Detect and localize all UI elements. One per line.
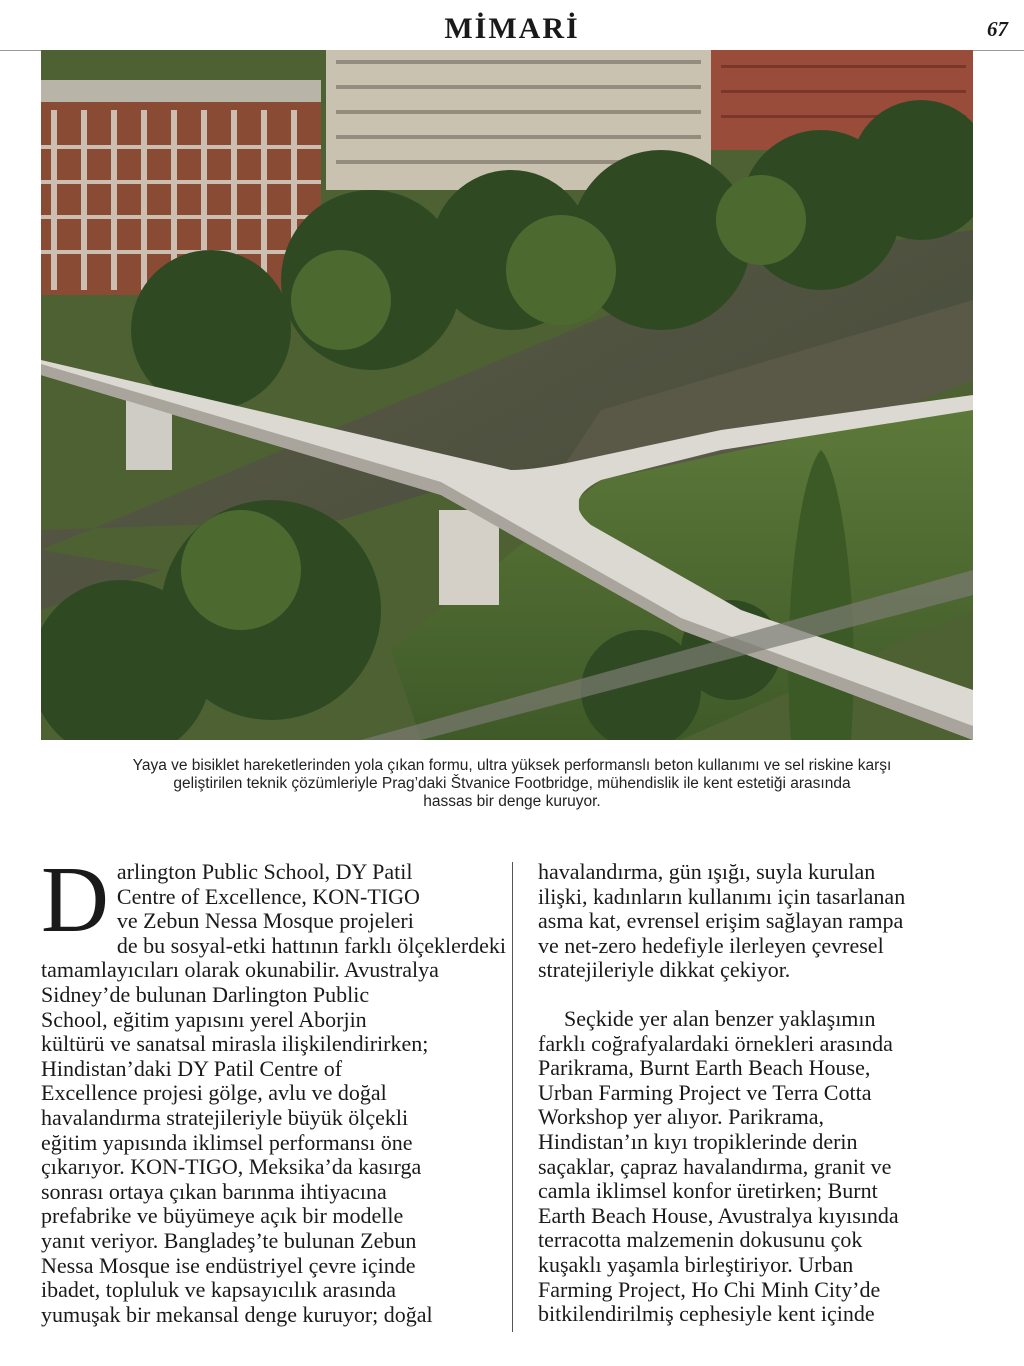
text-line: kuşaklı yaşamla birleştiriyor. Urban bbox=[538, 1251, 854, 1277]
photo-illustration bbox=[41, 50, 973, 740]
text-line: Centre of Excellence, KON-TIGO bbox=[116, 883, 420, 909]
drop-cap: D bbox=[41, 848, 109, 952]
text-line: terracotta malzemenin dokusunu çok bbox=[538, 1227, 863, 1253]
text-line: prefabrike ve büyümeye açık bir modelle bbox=[41, 1203, 404, 1229]
text-line: Workshop yer alıyor. Parikrama, bbox=[538, 1104, 824, 1130]
article-column-left bbox=[41, 848, 507, 1327]
text-line: Hindistan’ın kıyı tropiklerinde derin bbox=[538, 1128, 858, 1154]
text-line: stratejileriyle dikkat çekiyor. bbox=[538, 957, 791, 983]
text-line: Nessa Mosque ise endüstriyel çevre içinde bbox=[41, 1252, 416, 1278]
footbridge-photo bbox=[41, 50, 973, 740]
text-line: Hindistan’daki DY Patil Centre of bbox=[41, 1055, 343, 1081]
text-line: asma kat, evrensel erişim sağlayan rampa bbox=[538, 908, 904, 934]
photo-caption bbox=[50, 757, 974, 811]
text-line: sonrası ortaya çıkan barınma ihtiyacına bbox=[41, 1178, 387, 1204]
text-line: yumuşak bir mekansal denge kuruyor; doğal bbox=[41, 1301, 433, 1327]
page-number: 67 bbox=[987, 17, 1008, 41]
text-line: ve Zebun Nessa Mosque projeleri bbox=[116, 908, 414, 934]
text-line: Seçkide yer alan benzer yaklaşımın bbox=[564, 1005, 876, 1031]
text-line: camla iklimsel konfor üretirken; Burnt bbox=[538, 1178, 878, 1204]
text-line: Excellence projesi gölge, avlu ve doğal bbox=[41, 1080, 387, 1106]
column-divider bbox=[512, 862, 513, 1332]
text-line: arlington Public School, DY Patil bbox=[116, 859, 413, 884]
paragraph-gap bbox=[538, 983, 978, 1007]
text-line: Farming Project, Ho Chi Minh City’de bbox=[538, 1276, 881, 1302]
caption-line: geliştirilen teknik çözümleriyle Prag’daki Štvanice Footbridge, mühendislik ile kent estetiği arasında bbox=[173, 775, 851, 792]
text-line: farklı coğrafyalardaki örnekleri arasında bbox=[538, 1030, 893, 1056]
text-line: bitkilendirilmiş cephesiyle kent içinde bbox=[538, 1301, 875, 1327]
text-line: Parikrama, Burnt Earth Beach House, bbox=[538, 1055, 871, 1081]
text-line: yanıt veriyor. Bangladeş’te bulunan Zebun bbox=[41, 1227, 417, 1253]
caption-line: Yaya ve bisiklet hareketlerinden yola çıkan formu, ultra yüksek performanslı beton kullanımı ve sel riskine karşı bbox=[132, 757, 892, 774]
page-header bbox=[0, 0, 1024, 51]
text-line: havalandırma stratejileriyle büyük ölçekli bbox=[41, 1104, 409, 1130]
caption-line: hassas bir denge kuruyor. bbox=[423, 793, 601, 810]
section-title: MİMARİ bbox=[444, 12, 580, 45]
text-line: tamamlayıcıları olarak okunabilir. Avustralya bbox=[41, 957, 439, 983]
text-line: havalandırma, gün ışığı, suyla kurulan bbox=[538, 859, 876, 884]
text-line: Urban Farming Project ve Terra Cotta bbox=[538, 1079, 872, 1105]
article-column-right bbox=[538, 860, 978, 1327]
text-line: ilişki, kadınların kullanımı için tasarlanan bbox=[538, 883, 906, 909]
text-line: ve net-zero hedefiyle ilerleyen çevresel bbox=[538, 932, 884, 958]
text-line: saçaklar, çapraz havalandırma, granit ve bbox=[538, 1153, 892, 1179]
text-line: Earth Beach House, Avustralya kıyısında bbox=[538, 1202, 899, 1228]
text-line: eğitim yapısında iklimsel performansı öne bbox=[41, 1129, 413, 1155]
text-line: de bu sosyal-etki hattının farklı ölçeklerdeki bbox=[116, 932, 507, 958]
text-line: ibadet, topluluk ve kapsayıcılık arasında bbox=[41, 1277, 396, 1303]
text-line: çıkarıyor. KON-TIGO, Meksika’da kasırga bbox=[41, 1154, 422, 1180]
text-line: School, eğitim yapısını yerel Aborjin bbox=[41, 1006, 367, 1032]
text-line: Sidney’de bulunan Darlington Public bbox=[41, 981, 370, 1007]
text-line: kültürü ve sanatsal mirasla ilişkilendirirken; bbox=[41, 1031, 429, 1057]
